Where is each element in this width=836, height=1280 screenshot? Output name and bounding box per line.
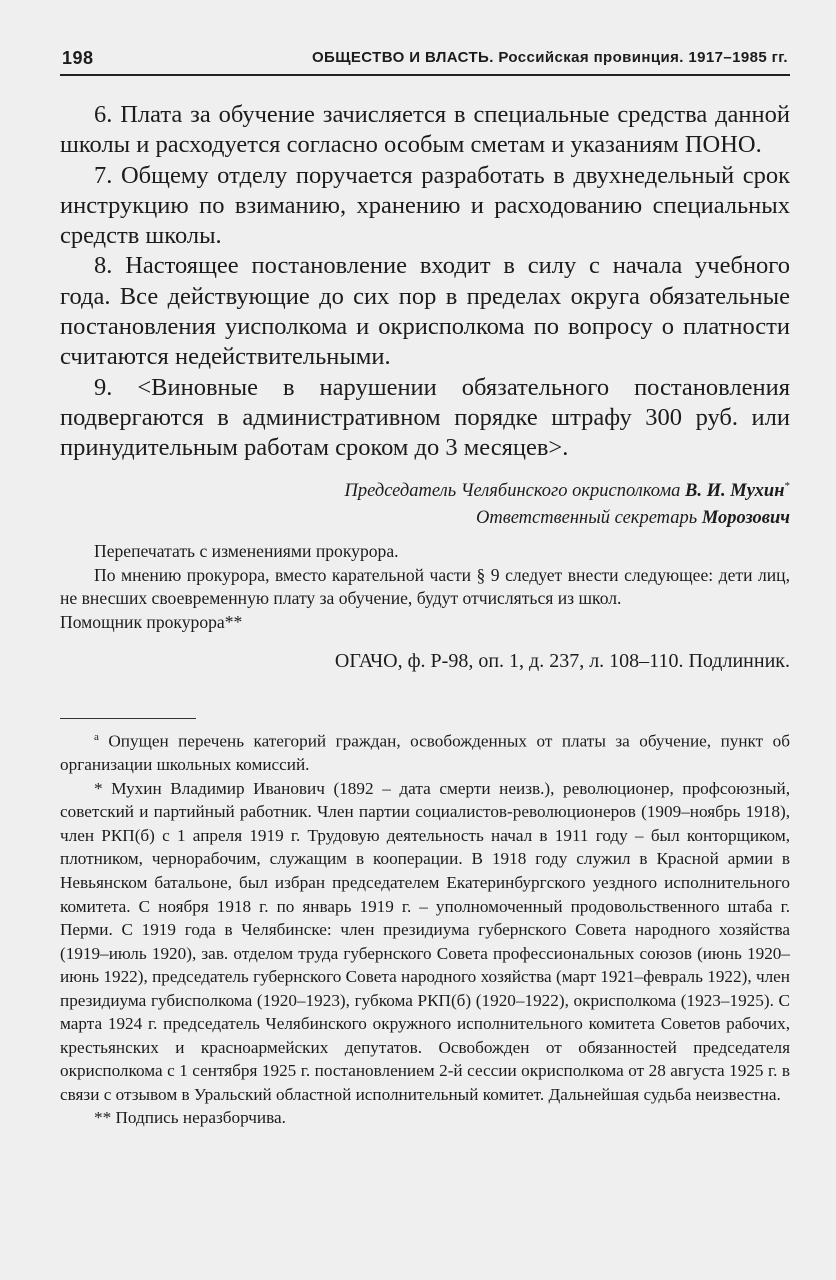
footnote-marker: а — [94, 731, 99, 743]
paragraph-9: 9. <Виновные в нарушении обязательного постановления подвергаются в административном порядке штрафу 300 руб. или принудительным работам сроком до 3 месяцев>. — [60, 373, 790, 462]
footnote-marker: * — [784, 479, 790, 492]
assistant-prosecutor-label: Помощник прокурора — [60, 612, 225, 633]
reprint-note: Перепечатать с изменениями прокурора. — [94, 540, 399, 561]
paragraph-7: 7. Общему отделу поручается разработать в двухнедельный срок инструкцию по взиманию, хранению и расходованию специальных средств школы. — [60, 161, 790, 250]
prosecutor-opinion: По мнению прокурора, вместо карательной части § 9 следует внести следующее: дети лиц, не внесших своевременную плату за обучение, будут отчисляться из школ. — [60, 564, 790, 609]
footnote-text: Мухин Владимир Иванович (1892 – дата смерти неизв.), революционер, профсоюзный, советский и партийный работник. Член партии социалистов-революционеров (1909–ноябрь 1918), член РКП(б) с 1 апреля 1919 г. Трудовую деятельность начал в 1911 году – был конторщиком, плотником, чернорабочим, служащим в кооперации. В 1918 году служил в Красной армии в Невьянском батальоне, был избран председателем Екатеринбургского уездного исполнительного комитета. С ноября 1918 г. по январь 1919 г. – уполномоченный продовольственного штаба г. Перми. С 1919 года в Челябинске: член президиума губернского Совета народного хозяйства (1919–июль 1920), зав. отделом труда губернского Совета профессиональных союзов (июнь 1920–июнь 1922), председатель губернского Совета народного хозяйства (март 1921–февраль 1922), член президиума губисполкома (1920–1923), губкома РКП(б) (1920–1922), окрисполкома (1923–1925). С марта 1924 г. председатель Челябинского окружного исполнительного комитета Советов рабочих, крестьянских и красноармейских депутатов. Освобожден от обязанностей председателя окрисполкома с 1 сентября 1925 г. постановлением 2-й сессии окрисполкома от 28 августа 1925 г. в связи с отзывом в Уральский областной исполнительный комитет. Дальнейшая судьба неизвестна. — [60, 778, 790, 1104]
footnotes — [60, 726, 790, 1130]
page-header — [60, 46, 790, 76]
assistant-prosecutor-line — [60, 611, 790, 635]
footnote-star — [60, 777, 790, 1107]
signature-name: В. И. Мухин — [685, 480, 785, 501]
signature-secretary — [60, 505, 790, 532]
signature-title: Председатель Челябинского окрисполкома — [344, 480, 681, 501]
signature-name: Морозович — [701, 507, 790, 528]
archive-reference: ОГАЧО, ф. Р-98, оп. 1, д. 237, л. 108–110. Подлинник. — [334, 649, 790, 672]
footnote-marker: ** — [94, 1108, 112, 1128]
signature-chairman — [60, 473, 790, 505]
paragraph-6: 6. Плата за обучение зачисляется в специальные средства данной школы и расходуется согласно особым сметам и указаниям ПОНО. — [60, 101, 790, 159]
footnote-a — [60, 726, 790, 777]
footnote-double-star — [60, 1106, 790, 1130]
footnote-marker: ** — [224, 612, 243, 633]
paragraph-8: 8. Настоящее постановление входит в силу с начала учебного года. Все действующие до сих пор в пределах округа обязательные постановления уисполкома и окрисполкома по вопросу о платности считаются недействительными. — [60, 252, 790, 371]
signature-block — [60, 473, 790, 532]
footnote-text: Опущен перечень категорий граждан, освобожденных от платы за обучение, пункт об организации школьных комиссий. — [60, 731, 791, 775]
main-content — [60, 100, 790, 675]
footnote-divider — [60, 718, 196, 719]
running-title: ОБЩЕСТВО И ВЛАСТЬ. Российская провинция. 1917–1985 гг. — [311, 49, 788, 66]
page-number: 198 — [62, 48, 94, 68]
signature-title: Ответственный секретарь — [475, 507, 698, 528]
footnote-text: Подпись неразборчива. — [115, 1108, 286, 1128]
footnote-marker: * — [94, 778, 103, 798]
